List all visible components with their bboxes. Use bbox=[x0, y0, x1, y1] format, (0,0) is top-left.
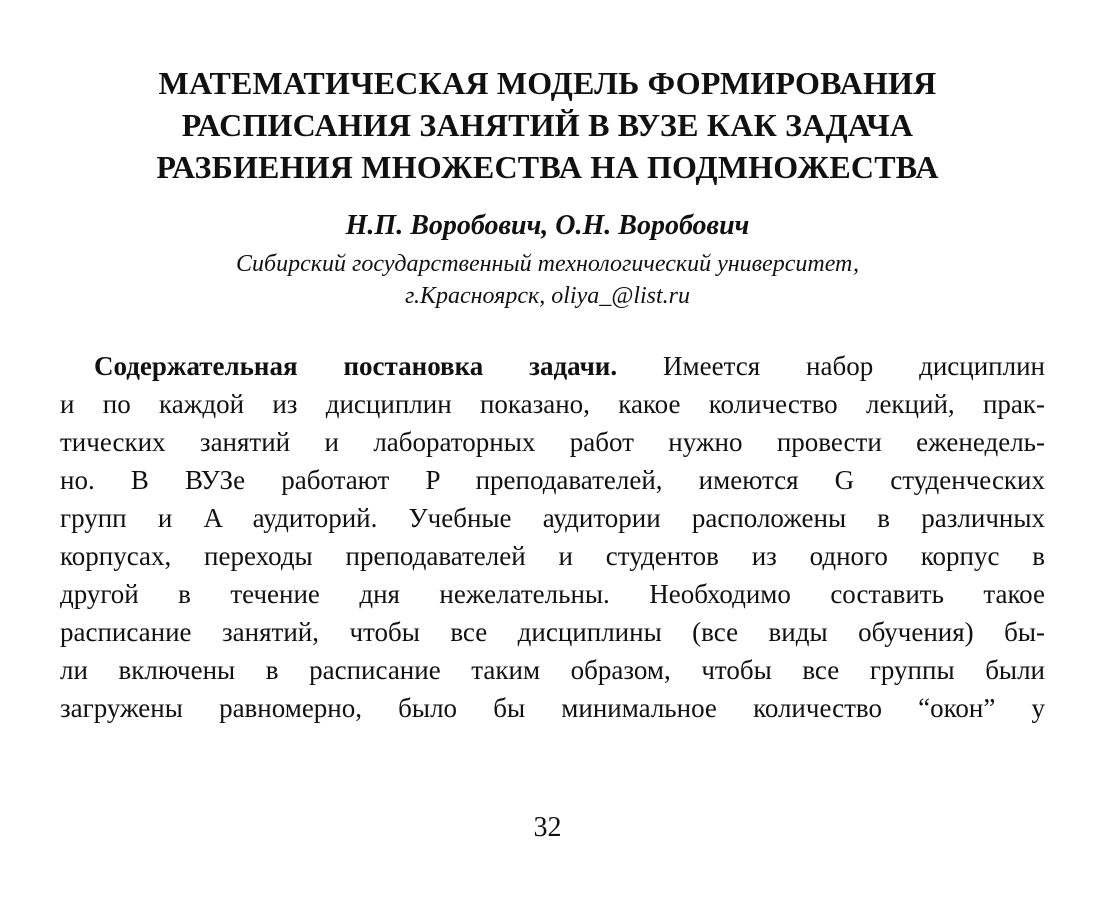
body-line-8: расписание занятий, чтобы все дисциплины (все виды обучения) бы- bbox=[60, 617, 1045, 647]
title-line-3: РАЗБИЕНИЯ МНОЖЕСТВА НА ПОДМНОЖЕСТВА bbox=[156, 149, 939, 185]
body-line-7: другой в течение дня нежелательны. Необходимо составить такое bbox=[60, 579, 1045, 609]
affiliation bbox=[60, 248, 1035, 312]
body-line-5: групп и A аудиторий. Учебные аудитории расположены в различных bbox=[60, 503, 1045, 533]
body-line-2: и по каждой из дисциплин показано, какое количество лекций, прак- bbox=[60, 389, 1045, 419]
body-line-6: корпусах, переходы преподавателей и студентов из одного корпус в bbox=[60, 541, 1045, 571]
body-line-3: тических занятий и лабораторных работ нужно провести еженедель- bbox=[60, 427, 1045, 457]
authors: Н.П. Воробович, О.Н. Воробович bbox=[345, 210, 750, 241]
affiliation-line-1: Сибирский государственный технологический университет, bbox=[236, 251, 859, 277]
body-line-1 bbox=[60, 347, 1045, 385]
body-line-4: но. В ВУЗе работают P преподавателей, имеются G студенческих bbox=[60, 465, 1045, 495]
paper-title bbox=[60, 62, 1035, 188]
title-line-2: РАСПИСАНИЯ ЗАНЯТИЙ В ВУЗЕ КАК ЗАДАЧА bbox=[181, 107, 914, 143]
title-line-1: МАТЕМАТИЧЕСКАЯ МОДЕЛЬ ФОРМИРОВАНИЯ bbox=[158, 65, 937, 101]
paragraph-lead: Содержательная постановка задачи. bbox=[94, 351, 618, 381]
body-paragraph bbox=[60, 347, 1045, 727]
body-line-10: загружены равномерно, было бы минимальное количество “окон” у bbox=[60, 693, 1045, 723]
body-line-9: ли включены в расписание таким образом, чтобы все группы были bbox=[60, 655, 1045, 685]
page-number: 32 bbox=[533, 812, 562, 843]
body-line-1-rest: Имеется набор дисциплин bbox=[617, 351, 1045, 381]
affiliation-line-2: г.Красноярск, oliya_@list.ru bbox=[404, 283, 690, 309]
